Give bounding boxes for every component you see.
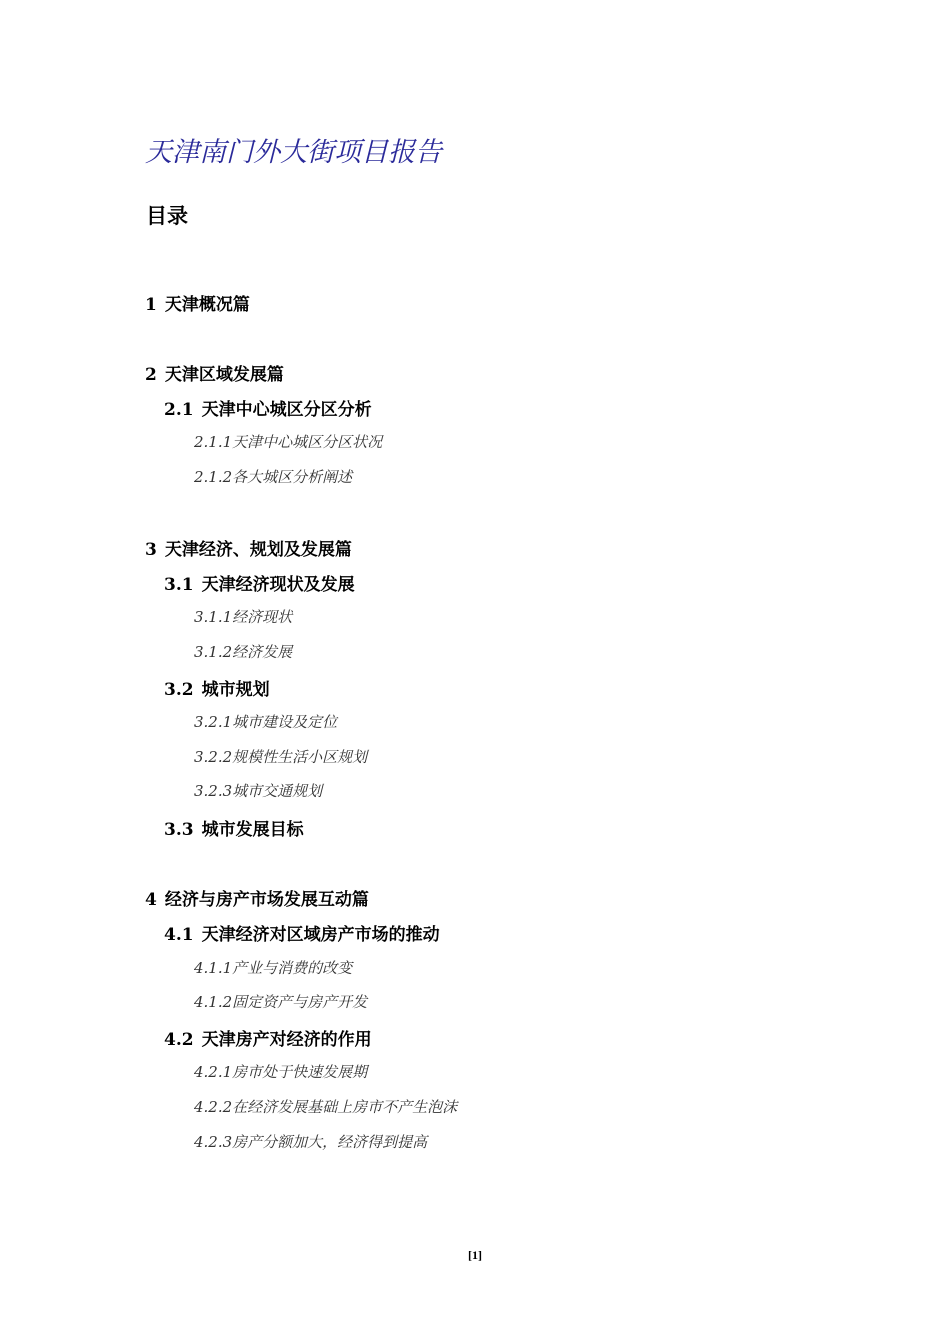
document-title: 天津南门外大街项目报告 [145, 137, 442, 168]
toc-entry-number: 4.1.1 [194, 959, 233, 977]
toc-entry-text: 天津经济现状及发展 [201, 575, 355, 595]
toc-entry-number: 1 [145, 295, 157, 315]
toc-entry-text: 城市发展目标 [201, 820, 304, 840]
toc-entry-level-1 [145, 535, 352, 560]
toc-entry-number: 3.2.3 [194, 782, 233, 800]
toc-entry-number: 4.2.3 [194, 1133, 233, 1151]
toc-entry-level-2 [164, 570, 355, 595]
page-number: [1] [468, 1248, 482, 1262]
toc-entry-text: 天津经济对区域房产市场的推动 [201, 925, 440, 945]
toc-entry-level-3 [194, 641, 292, 662]
toc-entry-level-3 [194, 606, 292, 627]
toc-entry-text: 固定资产与房产开发 [232, 993, 368, 1011]
toc-entry-text: 经济现状 [232, 608, 293, 626]
toc-entry-text: 规模性生活小区规划 [232, 748, 368, 766]
toc-entry-number: 3.2 [164, 680, 194, 700]
toc-entry-number: 3.2.2 [194, 748, 233, 766]
toc-entry-text: 天津房产对经济的作用 [201, 1030, 372, 1050]
toc-entry-level-2 [164, 920, 440, 945]
toc-entry-text: 房产分额加大，经济得到提高 [232, 1133, 428, 1151]
toc-entry-level-3 [194, 1061, 367, 1082]
toc-entry-level-2 [164, 815, 304, 840]
toc-entry-level-3 [194, 1131, 427, 1152]
toc-entry-number: 3.1.2 [194, 643, 233, 661]
toc-entry-number: 4.2.2 [194, 1098, 233, 1116]
toc-entry-level-3 [194, 991, 367, 1012]
toc-entry-number: 3.1 [164, 575, 194, 595]
toc-entry-text: 城市建设及定位 [232, 713, 338, 731]
toc-entry-number: 3 [145, 540, 157, 560]
toc-entry-level-3 [194, 957, 352, 978]
toc-entry-number: 2 [145, 365, 157, 385]
toc-entry-number: 2.1 [164, 400, 194, 420]
toc-entry-number: 2.1.2 [194, 468, 233, 486]
toc-entry-number: 3.3 [164, 820, 194, 840]
toc-entry-level-3 [194, 780, 322, 801]
toc-entry-level-3 [194, 746, 367, 767]
toc-entry-text: 天津经济、规划及发展篇 [164, 540, 352, 560]
toc-entry-text: 经济与房产市场发展互动篇 [164, 890, 369, 910]
toc-entry-level-1 [145, 360, 284, 385]
toc-entry-text: 经济发展 [232, 643, 293, 661]
toc-entry-level-2 [164, 395, 372, 420]
toc-entry-level-3 [194, 711, 337, 732]
toc-entry-text: 天津区域发展篇 [164, 365, 284, 385]
toc-entry-level-3 [194, 431, 382, 452]
toc-entry-level-1 [145, 885, 369, 910]
toc-heading: 目录 [146, 203, 188, 228]
toc-entry-number: 4.1 [164, 925, 194, 945]
toc-entry-level-1 [145, 290, 250, 315]
toc-entry-number: 2.1.1 [194, 433, 233, 451]
toc-entry-level-2 [164, 1025, 372, 1050]
toc-entry-text: 各大城区分析阐述 [232, 468, 353, 486]
toc-entry-text: 在经济发展基础上房市不产生泡沫 [232, 1098, 458, 1116]
toc-entry-level-3 [194, 466, 352, 487]
toc-entry-text: 房市处于快速发展期 [232, 1063, 368, 1081]
toc-entry-number: 4 [145, 890, 157, 910]
toc-entry-number: 4.2 [164, 1030, 194, 1050]
toc-entry-text: 城市规划 [201, 680, 270, 700]
toc-entry-number: 3.2.1 [194, 713, 233, 731]
toc-entry-number: 3.1.1 [194, 608, 233, 626]
toc-entry-level-3 [194, 1096, 457, 1117]
toc-entry-number: 4.2.1 [194, 1063, 233, 1081]
toc-entry-text: 天津中心城区分区分析 [201, 400, 372, 420]
toc-entry-text: 天津中心城区分区状况 [232, 433, 383, 451]
toc-entry-text: 天津概况篇 [164, 295, 250, 315]
toc-entry-level-2 [164, 675, 270, 700]
toc-entry-number: 4.1.2 [194, 993, 233, 1011]
toc-entry-text: 产业与消费的改变 [232, 959, 353, 977]
toc-entry-text: 城市交通规划 [232, 782, 323, 800]
